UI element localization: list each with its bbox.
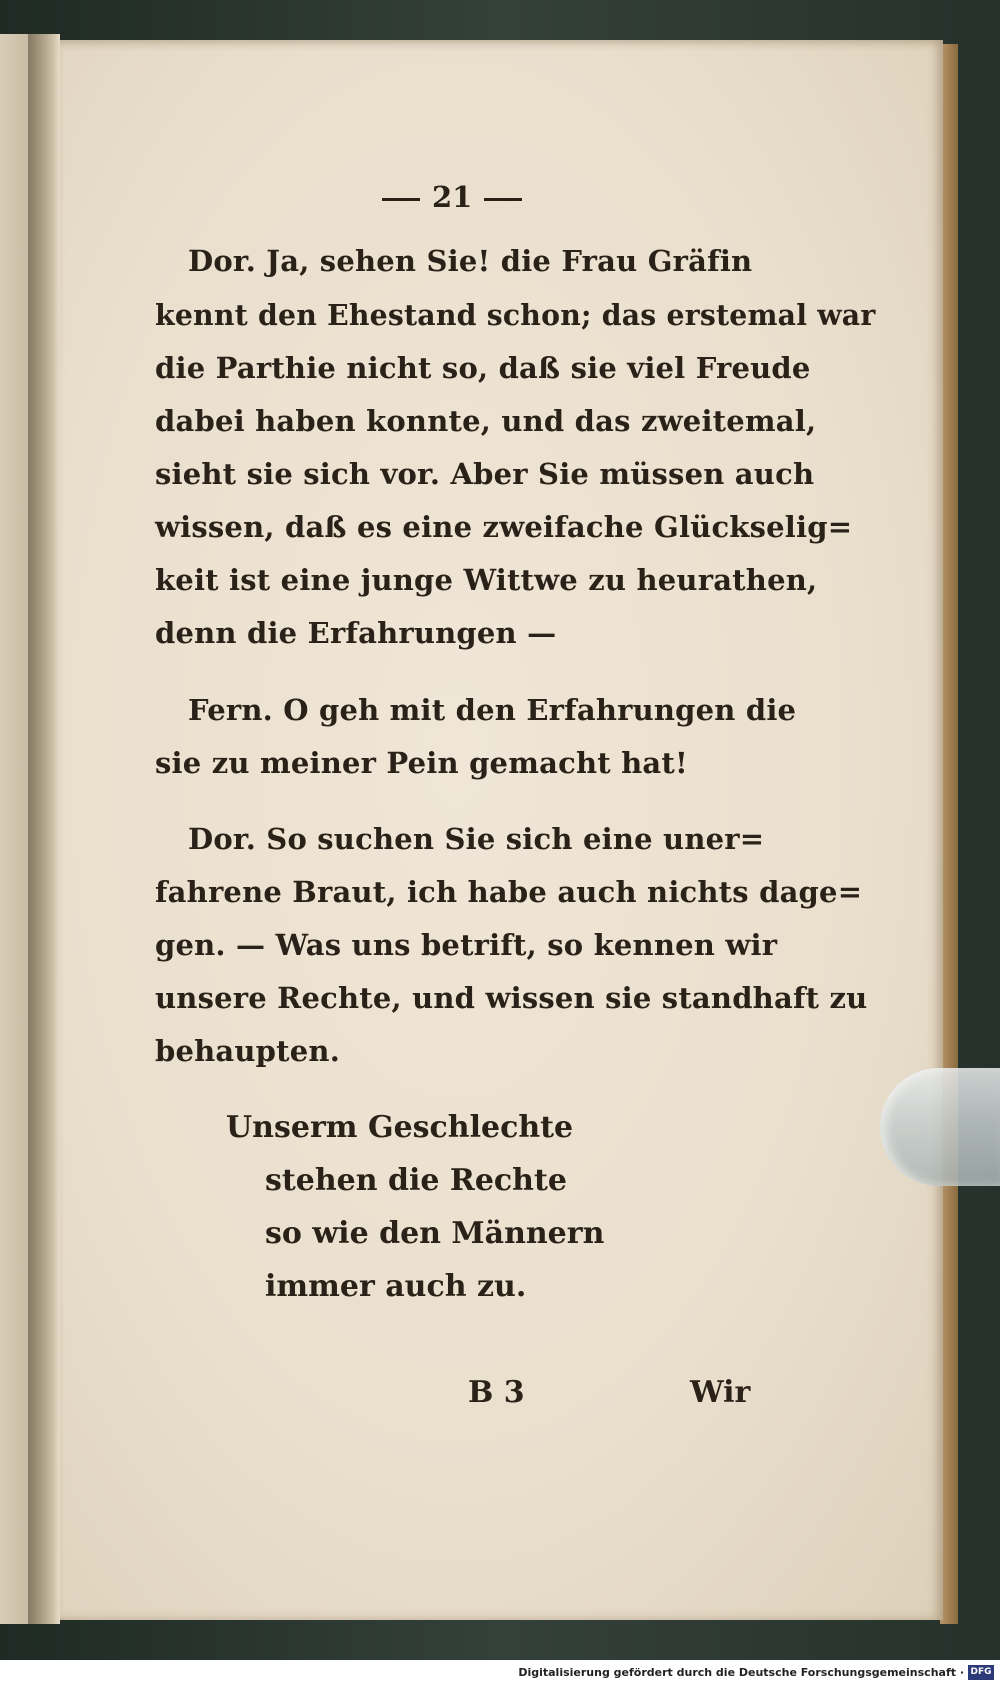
text-line: dabei haben konnte, und das zweitemal,: [155, 404, 817, 438]
page-clip: [880, 1068, 1000, 1186]
footer-credit: Digitalisierung gefördert durch die Deutsche Forschungsgemeinschaft ·: [518, 1666, 964, 1679]
text-line: gen. — Was uns betrift, so kennen wir: [155, 928, 778, 962]
footer-bar: [0, 1660, 1000, 1689]
text-line: die Parthie nicht so, daß sie viel Freude: [155, 351, 811, 385]
text-line: unsere Rechte, und wissen sie standhaft zu: [155, 981, 868, 1015]
verse-line: Unserm Geschlechte: [226, 1110, 574, 1145]
text-line: Dor. Ja, sehen Sie! die Frau Gräfin: [188, 244, 753, 278]
text-line: Fern. O geh mit den Erfahrungen die: [188, 693, 797, 727]
gutter-shadow: [30, 34, 60, 1624]
text-line: behaupten.: [155, 1034, 340, 1068]
text-line: kennt den Ehestand schon; das erstemal war: [155, 298, 876, 332]
header-dash-left: [382, 198, 420, 201]
verse-line: immer auch zu.: [265, 1269, 527, 1304]
text-line: wissen, daß es eine zweifache Glückselig=: [155, 510, 853, 544]
dfg-logo: DFG: [968, 1665, 994, 1680]
text-line: denn die Erfahrungen —: [155, 616, 557, 650]
page-number: 21: [432, 180, 473, 214]
text-line: keit ist eine junge Wittwe zu heurathen,: [155, 563, 818, 597]
text-line: Dor. So suchen Sie sich eine uner=: [188, 822, 765, 856]
header-dash-right: [484, 198, 522, 201]
signature-mark: B 3: [468, 1375, 525, 1410]
previous-page-edge: [0, 34, 30, 1624]
verse-line: so wie den Männern: [265, 1216, 605, 1251]
verse-line: stehen die Rechte: [265, 1163, 567, 1198]
text-line: sie zu meiner Pein gemacht hat!: [155, 746, 688, 780]
catchword: Wir: [690, 1375, 751, 1410]
page-header: [370, 180, 534, 214]
text-line: fahrene Braut, ich habe auch nichts dage=: [155, 875, 863, 909]
text-line: sieht sie sich vor. Aber Sie müssen auch: [155, 457, 815, 491]
